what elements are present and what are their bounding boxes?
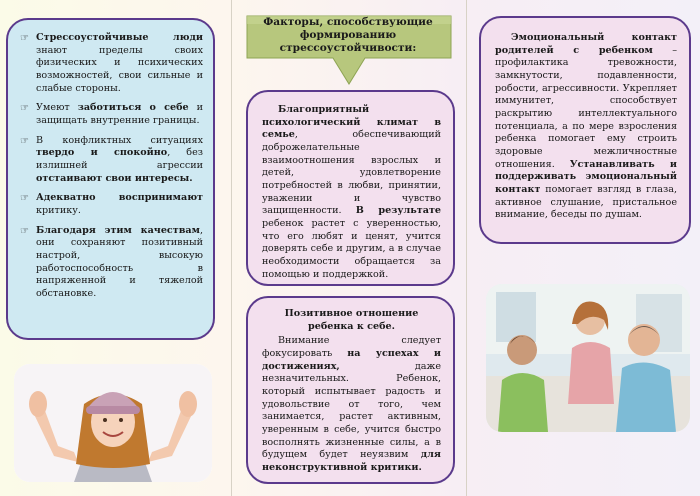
trait-text: В конфликтных ситуациях bbox=[36, 134, 203, 146]
girl-thumbs-up-photo bbox=[14, 364, 212, 482]
trait-text: знают пределы своих физических и психических возможностей, свои сильные и слабые стороны. bbox=[36, 44, 203, 94]
pointing-hand-icon: ☞ bbox=[20, 33, 29, 44]
trait-text: Умеют bbox=[36, 102, 78, 114]
trait-bullet bbox=[20, 32, 203, 95]
emotional-contact-text: – профилактика тревожности, замкнутости, подавленности, робости, агрессивности. Укрепляет иммунитет, способствует раскрытию интеллектуального потенциала, а по мере взросления ребенка помогает ему строить здоровые межличностные отношения. bbox=[495, 44, 677, 170]
column-divider-right bbox=[466, 0, 467, 496]
positive-self-bold-text: на успехах и достижениях, bbox=[262, 347, 441, 372]
trait-bold-text: Стрессоустойчивые люди bbox=[36, 32, 203, 43]
factors-title: Факторы, способствующие формированию стрессоустойчивости: bbox=[263, 16, 433, 54]
pointing-hand-icon: ☞ bbox=[20, 135, 29, 147]
pointing-hand-icon: ☞ bbox=[20, 193, 29, 205]
trait-bullet-text bbox=[36, 135, 203, 186]
trait-bullet bbox=[20, 135, 203, 186]
emotional-contact-text: помогает взгляд в глаза, активное слушание, пристальное внимание, беседы по душам. bbox=[495, 183, 677, 221]
trait-bullet bbox=[20, 102, 203, 127]
trait-bold-text: твердо и спокойно bbox=[36, 147, 168, 159]
family-climate-text bbox=[262, 104, 441, 281]
trait-text: критику. bbox=[36, 204, 81, 216]
positive-self-attitude-text bbox=[262, 335, 441, 474]
positive-self-text: даже незначительных. Ребенок, который испытывает радость и удовольствие от того, чем занимается, растет активным, уверенным в себе, учится быстро восполнять жизненные силы, а в будущем будет неуязвим bbox=[262, 360, 441, 461]
column-divider-left bbox=[231, 0, 232, 496]
trait-bullet-text bbox=[36, 192, 203, 217]
pointing-hand-icon: ☞ bbox=[20, 225, 29, 237]
emotional-contact-bold-text: Эмоциональный контакт родителей с ребенком bbox=[495, 32, 677, 56]
trait-text: , без излишней агрессии bbox=[36, 147, 203, 171]
family-climate-bold-text: Благоприятный психологический климат в семье bbox=[262, 104, 441, 141]
positive-self-attitude-title: Позитивное отношение ребенка к себе. bbox=[284, 308, 419, 332]
trait-text: , они сохраняют позитивный настрой, высокую работоспособность в напряженной и тяжелой обстановке. bbox=[36, 224, 203, 299]
trait-bold-text: Благодаря этим качествам bbox=[36, 224, 200, 236]
pointing-hand-icon: ☞ bbox=[20, 103, 29, 115]
trait-bold-text: заботиться о себе bbox=[77, 102, 189, 114]
family-climate-text: , обеспечивающий доброжелательные взаимоотношения взрослых и детей, удовлетворение потребностей в любви, принятии, уважении и чувство защищенности. bbox=[262, 129, 441, 217]
family-climate-bold-text: В результате bbox=[355, 205, 441, 217]
positive-self-text: Внимание следует фокусировать bbox=[262, 335, 441, 359]
family-climate-box bbox=[246, 90, 455, 286]
trait-bullet bbox=[20, 192, 203, 217]
trait-bullet bbox=[20, 225, 203, 301]
family-climate-text: ребенок растет с уверенностью, что его любят и ценят, учится доверять себе и другим, а в случае необходимости обращается за помощью и поддержкой. bbox=[262, 217, 441, 280]
trait-bold-text: отстаивают свои интересы. bbox=[36, 172, 193, 184]
trait-bullet-text bbox=[36, 102, 203, 127]
family-conversation-photo bbox=[486, 284, 690, 432]
emotional-contact-box bbox=[479, 16, 691, 244]
positive-self-attitude-box bbox=[246, 296, 455, 484]
trait-bullet-text bbox=[36, 32, 203, 95]
stress-resistant-traits-box bbox=[6, 18, 215, 340]
trait-text: и защищать внутренние границы. bbox=[36, 102, 203, 126]
positive-self-bold-text: для неконструктивной критики. bbox=[262, 449, 441, 473]
emotional-contact-text bbox=[495, 32, 677, 222]
trait-bullet-text bbox=[36, 225, 203, 301]
emotional-contact-bold-text: Устанавливать и поддерживать эмоциональный контакт bbox=[495, 158, 677, 195]
trait-bold-text: Адекватно воспринимают bbox=[36, 192, 203, 204]
